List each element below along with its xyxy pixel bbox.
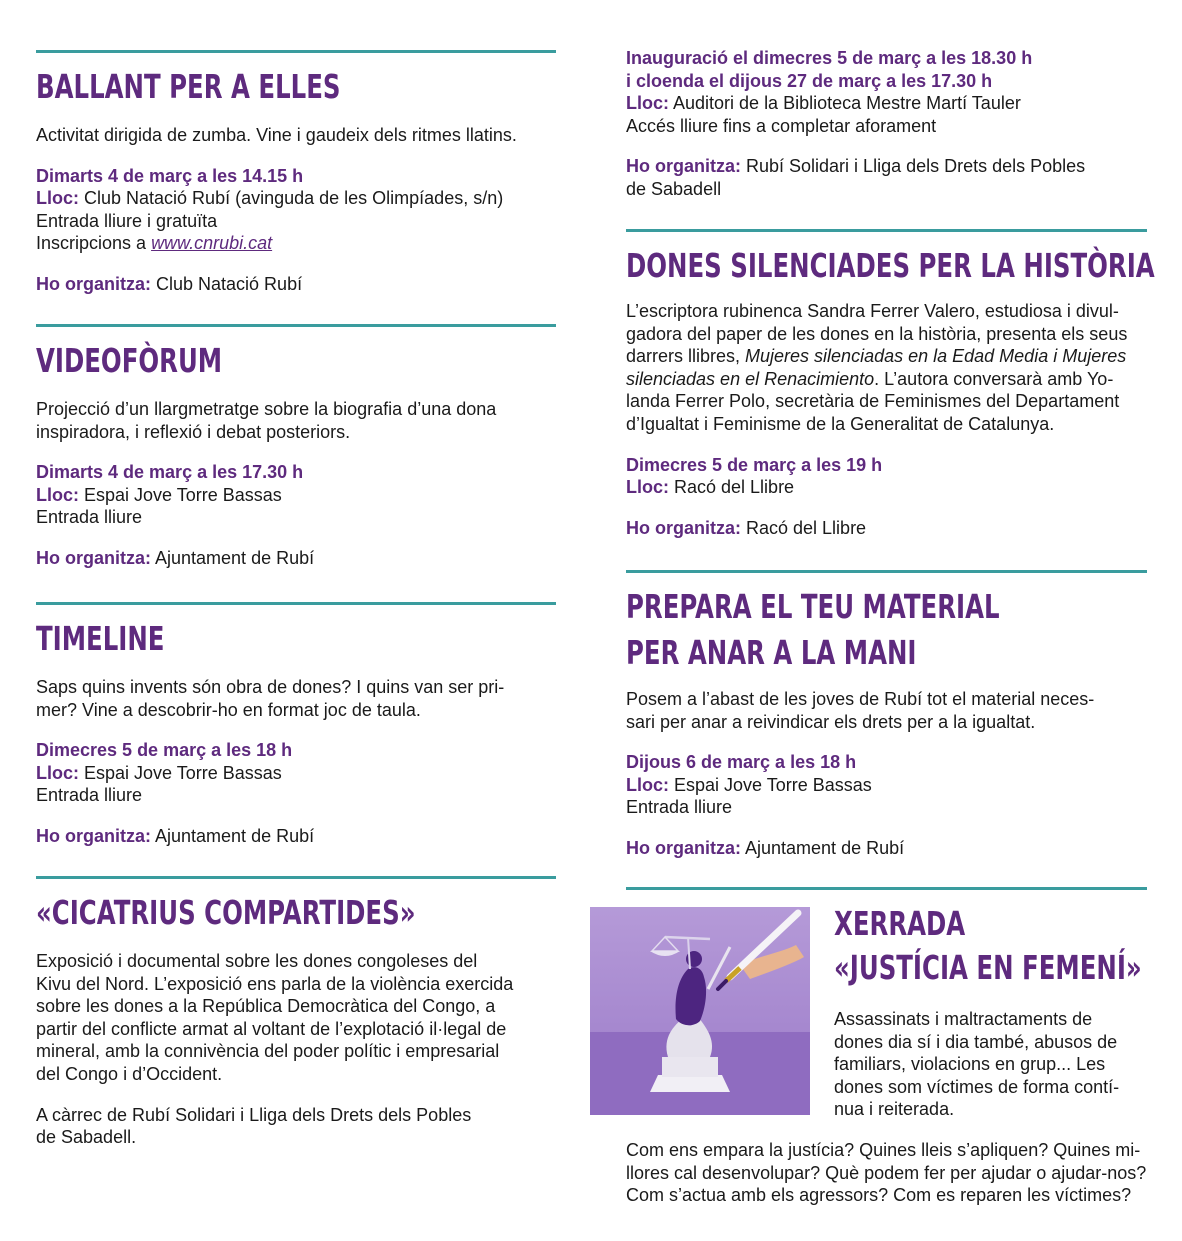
cnrubi-link[interactable]: www.cnrubi.cat — [151, 233, 273, 254]
event-credit-line: de Sabadell. — [36, 1127, 137, 1148]
desc-text: . L’autora conversarà amb Yo- — [874, 368, 1114, 389]
event-place — [626, 774, 1147, 797]
inscriptions-label: Inscripcions a — [36, 233, 152, 254]
event-organizer — [36, 547, 556, 570]
event-title: TIMELINE — [36, 619, 165, 658]
event-description-line: Saps quins invents són obra de dones? I quins van ser pri- — [36, 677, 505, 697]
section-divider — [36, 324, 556, 327]
event-title-line: XERRADA — [834, 904, 966, 943]
event-title: «CICATRIUS COMPARTIDES» — [36, 893, 416, 932]
event-description-line: mineral, amb la connivència del poder polític i empresarial — [36, 1041, 500, 1062]
section-divider — [626, 229, 1147, 232]
place-value: Auditori de la Biblioteca Mestre Martí Tauler — [669, 93, 1021, 114]
event-organizer — [626, 837, 1147, 860]
organizer-value: Racó del Llibre — [741, 517, 867, 538]
event-organizer — [36, 273, 556, 296]
event-body — [626, 300, 1147, 539]
event-description-line — [626, 345, 1147, 368]
event-description-line: Posem a l’abast de les joves de Rubí tot el material neces- — [626, 689, 1095, 709]
organizer-value: Ajuntament de Rubí — [151, 825, 315, 846]
event-description-line: Kivu del Nord. L’exposició ens parla de la violència exercida — [36, 973, 514, 994]
event-description-line: landa Ferrer Polo, secretària de Feminismes del Departament — [626, 391, 1120, 412]
event-description-line: nua i reiterada. — [834, 1099, 955, 1120]
event-description-line: sari per anar a reivindicar els drets per a la igualtat. — [626, 711, 1036, 732]
event-body — [626, 47, 1147, 201]
event-place — [36, 762, 556, 785]
event-title: VIDEOFÒRUM — [36, 341, 223, 380]
desc-text: darrers llibres, — [626, 346, 746, 367]
organizer-label: Ho organitza: — [626, 837, 741, 858]
event-title: BALLANT PER A ELLES — [36, 67, 341, 106]
event-date-line: i cloenda el dijous 27 de març a les 17.30 h — [626, 70, 993, 91]
event-body — [36, 950, 556, 1149]
event-date: Dimecres 5 de març a les 18 h — [36, 740, 293, 761]
event-questions — [626, 1139, 1147, 1207]
event-title-line: PER ANAR A LA MANI — [626, 633, 917, 672]
event-description-line: L’escriptora rubinenca Sandra Ferrer Valero, estudiosa i divul- — [626, 301, 1119, 321]
organizer-label: Ho organitza: — [36, 825, 151, 846]
event-entry: Accés lliure fins a completar aforament — [626, 115, 937, 136]
section-divider — [626, 887, 1147, 890]
event-title: DONES SILENCIADES PER LA HISTÒRIA — [626, 246, 1155, 285]
event-title-line: «JUSTÍCIA EN FEMENÍ» — [834, 948, 1142, 987]
event-description-line: d’Igualtat i Feminisme de la Generalitat de Catalunya. — [626, 413, 1055, 434]
section-divider — [36, 602, 556, 605]
event-description-line: dones som víctimes de forma contí- — [834, 1076, 1120, 1097]
place-label: Lloc: — [36, 484, 79, 505]
event-body — [36, 124, 556, 296]
event-place — [36, 484, 556, 507]
event-date: Dimarts 4 de març a les 17.30 h — [36, 462, 304, 483]
place-label: Lloc: — [626, 477, 669, 498]
event-organizer-line: de Sabadell — [626, 178, 722, 199]
photo-illustration — [590, 907, 810, 1115]
event-date-line: Inauguració el dimecres 5 de març a les 18.30 h — [626, 48, 1033, 68]
event-organizer — [36, 825, 556, 848]
place-value: Club Natació Rubí (avinguda de les Olimpíades, s/n) — [79, 188, 504, 209]
event-question-line: llores cal desenvolupar? Què podem fer per ajudar o ajudar-nos? — [626, 1162, 1147, 1183]
organizer-label: Ho organitza: — [36, 547, 151, 568]
event-description-line: inspiradora, i reflexió i debat posteriors. — [36, 421, 351, 442]
event-description-line — [626, 368, 1147, 391]
place-value: Racó del Llibre — [669, 477, 795, 498]
event-place — [626, 476, 1147, 499]
event-description-line: partir del conflicte armat al voltant de l’explotació il·legal de — [36, 1018, 507, 1039]
section-divider — [36, 50, 556, 53]
event-place — [36, 187, 556, 210]
event-title-line: PREPARA EL TEU MATERIAL — [626, 587, 1000, 626]
event-credit-line: A càrrec de Rubí Solidari i Lliga dels Drets dels Pobles — [36, 1104, 472, 1125]
event-question-line: Com s’actua amb els agressors? Com es reparen les víctimes? — [626, 1185, 1132, 1206]
event-entry: Entrada lliure — [36, 507, 143, 528]
book-title: silenciadas en el Renacimiento — [626, 368, 875, 389]
justice-statue-painting-photo-icon — [590, 907, 810, 1115]
event-body — [36, 398, 556, 570]
place-value: Espai Jove Torre Bassas — [79, 484, 282, 505]
place-value: Espai Jove Torre Bassas — [669, 774, 872, 795]
organizer-label: Ho organitza: — [626, 156, 741, 177]
event-place — [626, 92, 1147, 115]
event-description-line: mer? Vine a descobrir-ho en format joc de taula. — [36, 699, 421, 720]
event-date: Dimecres 5 de març a les 19 h — [626, 454, 883, 475]
section-divider — [626, 570, 1147, 573]
book-title: Mujeres silenciadas en la Edad Media i Mujeres — [745, 346, 1127, 367]
event-description-line: del Congo i d’Occident. — [36, 1063, 223, 1084]
organizer-value: Rubí Solidari i Lliga dels Drets dels Pobles — [741, 156, 1086, 177]
event-description-line: dones dia sí i dia també, abusos de — [834, 1031, 1118, 1052]
organizer-label: Ho organitza: — [36, 273, 151, 294]
event-question-line: Com ens empara la justícia? Quines lleis s’apliquen? Quines mi- — [626, 1140, 1141, 1160]
event-entry: Entrada lliure i gratuïta — [36, 210, 218, 231]
organizer-value: Ajuntament de Rubí — [151, 547, 315, 568]
event-description: Activitat dirigida de zumba. Vine i gaudeix dels ritmes llatins. — [36, 125, 517, 145]
event-description-line: gadora del paper de les dones en la història, presenta els seus — [626, 323, 1128, 344]
organizer-value: Ajuntament de Rubí — [741, 837, 905, 858]
place-label: Lloc: — [36, 188, 79, 209]
section-divider — [36, 876, 556, 879]
event-organizer — [626, 155, 1147, 178]
place-value: Espai Jove Torre Bassas — [79, 762, 282, 783]
organizer-label: Ho organitza: — [626, 517, 741, 538]
event-description-line: Assassinats i maltractaments de — [834, 1009, 1093, 1029]
event-body — [36, 676, 556, 848]
event-entry: Entrada lliure — [36, 785, 143, 806]
event-date: Dijous 6 de març a les 18 h — [626, 752, 857, 773]
event-entry: Entrada lliure — [626, 797, 733, 818]
event-inscriptions — [36, 232, 556, 255]
event-body — [834, 1008, 1147, 1121]
event-date: Dimarts 4 de març a les 14.15 h — [36, 165, 304, 186]
place-label: Lloc: — [626, 93, 669, 114]
organizer-value: Club Natació Rubí — [151, 273, 303, 294]
event-description-line: Exposició i documental sobre les dones congoleses del — [36, 951, 478, 971]
place-label: Lloc: — [36, 762, 79, 783]
event-description-line: Projecció d’un llargmetratge sobre la biografia d’una dona — [36, 399, 497, 419]
event-body — [626, 688, 1147, 860]
event-organizer — [626, 517, 1147, 540]
place-label: Lloc: — [626, 774, 669, 795]
event-description-line: familiars, violacions en grup... Les — [834, 1054, 1106, 1075]
event-description-line: sobre les dones a la República Democràtica del Congo, a — [36, 996, 496, 1017]
